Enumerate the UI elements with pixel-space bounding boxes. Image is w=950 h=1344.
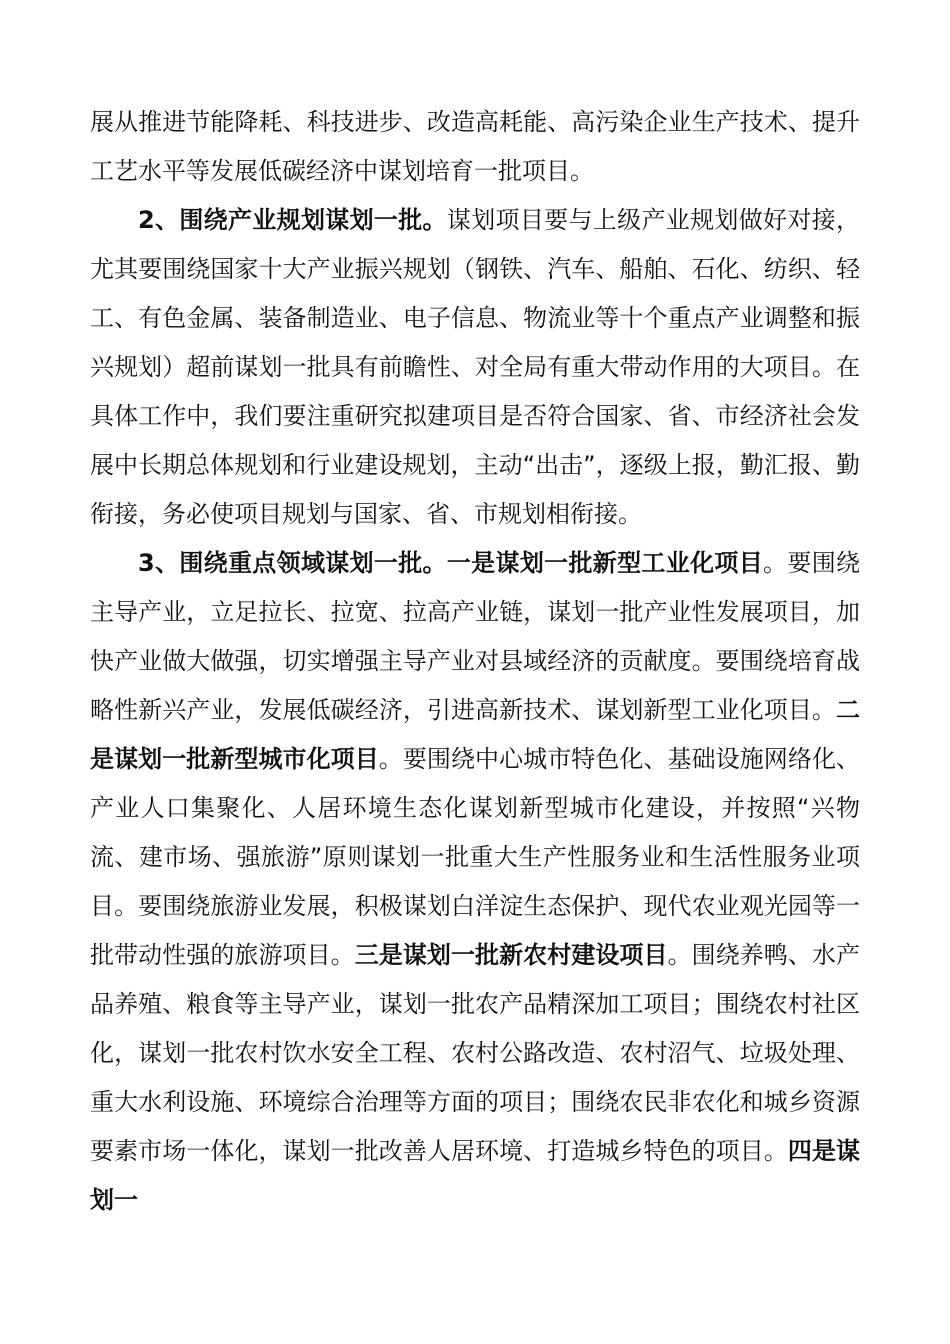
paragraph-3-subheading-2: 二是谋划一批新型城市化项目	[90, 696, 860, 773]
paragraph-2-text: 谋划项目要与上级产业规划做好对接，尤其要围绕国家十大产业振兴规划（钢铁、汽车、船舶、石化、纺织、轻工、有色金属、装备制造业、电子信息、物流业等十个重点产业调整和振兴规划）超前谋划一批具有前瞻性、对全局有重大带动作用的大项目。在具体工作中，我们要注重研究拟建项目是否符合国家、省、市经济社会发展中长期总体规划和行业建设规划，主动“出击”，逐级上报，勤汇报、勤衔接，务必使项目规划与国家、省、市规划相衔接。	[90, 206, 861, 528]
paragraph-1-text: 展从推进节能降耗、科技进步、改造高耗能、高污染企业生产技术、提升工艺水平等发展低碳经济中谋划培育一批项目。	[90, 108, 860, 185]
paragraph-3	[90, 539, 860, 1225]
paragraph-3-text-1: 。要围绕主导产业，立足拉长、拉宽、拉高产业链，谋划一批产业性发展项目，加快产业做大做强，切实增强主导产业对县域经济的贡献度。要围绕培育战略性新兴产业，发展低碳经济，引进高新技术、谋划新型工业化项目。	[90, 549, 861, 724]
paragraph-3-subheading-3: 三是谋划一批新农村建设项目	[354, 941, 668, 969]
paragraph-3-text-3: 。围绕养鸭、水产品养殖、粮食等主导产业，谋划一批农产品精深加工项目；围绕农村社区化，谋划一批农村饮水安全工程、农村公路改造、农村沼气、垃圾处理、重大水利设施、环境综合治理等方面的项目；围绕农民非农化和城乡资源要素市场一体化，谋划一批改善人居环境、打造城乡特色的项目。	[90, 941, 861, 1165]
paragraph-1	[90, 98, 860, 196]
paragraph-3-subheading-4: 四是谋划一	[90, 1137, 861, 1214]
paragraph-3-heading: 3、围绕重点领域谋划一批。一是谋划一批新型工业化项目	[138, 549, 764, 577]
document-body	[90, 98, 860, 1225]
paragraph-3-text-2: 。要围绕中心城市特色化、基础设施网络化、产业人口集聚化、人居环境生态化谋划新型城市化建设，并按照“兴物流、建市场、强旅游”原则谋划一批重大生产性服务业和生活性服务业项目。要围绕旅游业发展，积极谋划白洋淀生态保护、现代农业观光园等一批带动性强的旅游项目。	[90, 745, 861, 969]
paragraph-2-heading: 2、围绕产业规划谋划一批。	[138, 206, 447, 234]
paragraph-2	[90, 196, 860, 539]
